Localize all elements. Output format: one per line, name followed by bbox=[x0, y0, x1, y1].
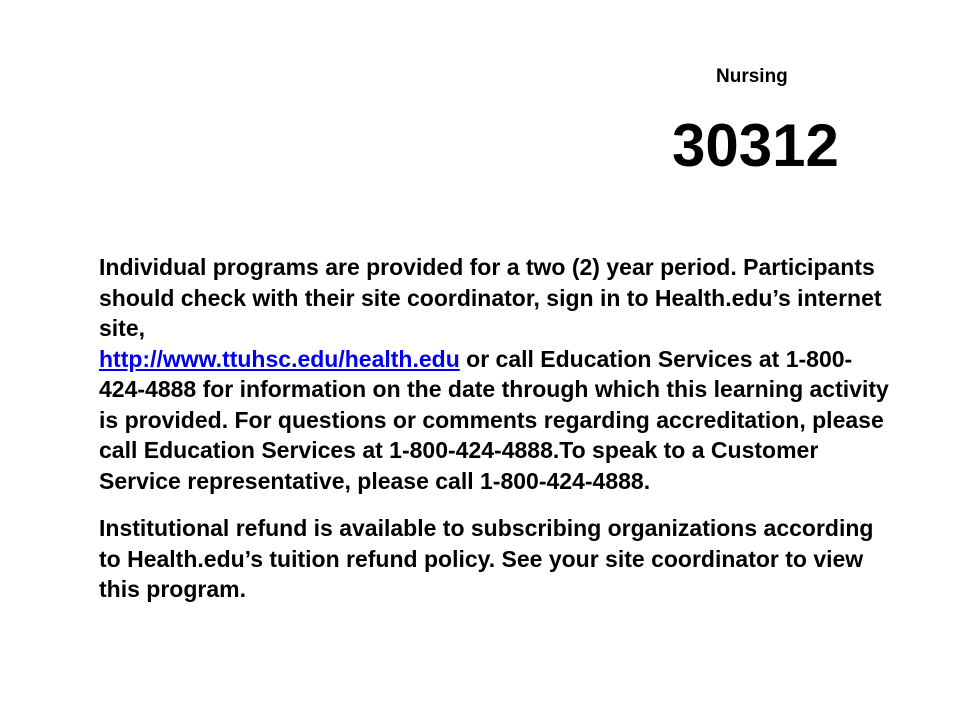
program-info-text-continued: or call Education Services at 1-800-424-4888 for information on the date through which this learning activity is provided. For questions or comments regarding accreditation, please call Education Services at 1-800-424-4888.To speak to a Customer Service representative, please call 1-800-424-4888. bbox=[99, 345, 889, 494]
program-info-text: Individual programs are provided for a two (2) year period. Participants should check with their site coordinator, sign in to Health.edu’s internet site, bbox=[99, 254, 882, 341]
course-number: 30312 bbox=[672, 112, 839, 179]
category-label: Nursing bbox=[716, 66, 788, 87]
body-text bbox=[99, 252, 889, 605]
refund-policy-paragraph: Institutional refund is available to subscribing organizations according to Health.edu’s tuition refund policy. See your site coordinator to view this program. bbox=[99, 515, 874, 602]
health-edu-link[interactable]: http://www.ttuhsc.edu/health.edu bbox=[99, 345, 460, 372]
program-info-paragraph bbox=[99, 252, 889, 496]
